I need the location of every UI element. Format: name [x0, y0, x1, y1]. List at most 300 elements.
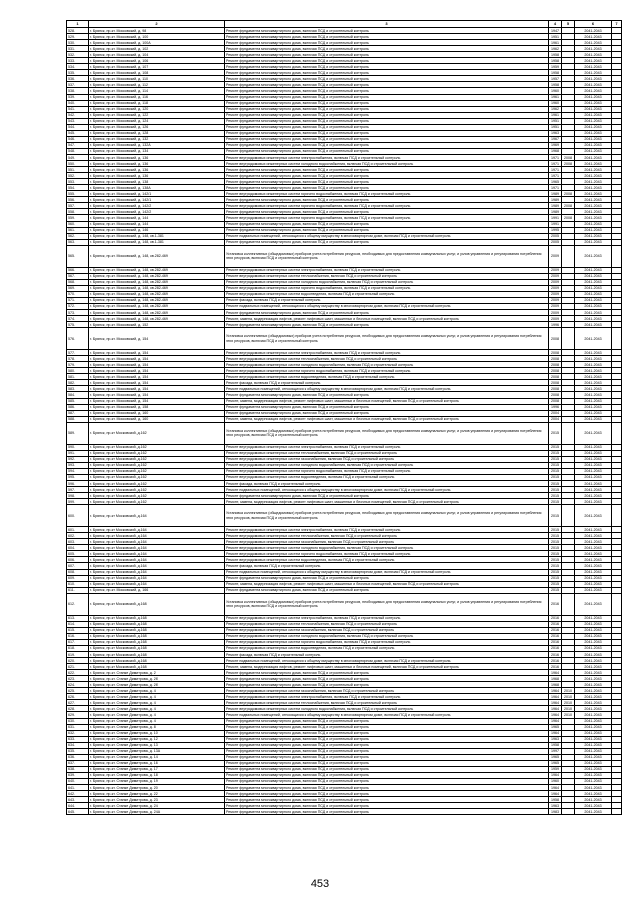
work-type-cell: Ремонт внутридомовых инженерных систем газоснабжения, включая ПСД и строительный контроль [225, 539, 549, 545]
work-type-cell: Ремонт фундамента многоквартирного дома, включая ПСД и строительный контроль [225, 142, 549, 148]
row-number-cell: 625. [67, 688, 89, 694]
work-type-cell: Ремонт фундамента многоквартирного дома, включая ПСД и строительный контроль [225, 46, 549, 52]
build-year-cell: 2009 [549, 279, 562, 285]
row-number-cell: 593. [67, 462, 89, 468]
work-type-cell: Ремонт фундамента многоквартирного дома, включая ПСД и строительный контроль [225, 167, 549, 173]
period-cell: 2041-2043 [575, 112, 612, 118]
build-year-cell: 2016 [549, 651, 562, 657]
work-type-cell: Ремонт подвальных помещений, относящихся к общему имуществу в многоквартирном доме, включая ПСД и строительный контроль [225, 487, 549, 493]
period-cell: 2041-2043 [575, 778, 612, 784]
address-cell: г. Брянск, пр-кт. Московский, д. 148, кв.282-469 [89, 273, 225, 279]
row-number-cell: 623. [67, 676, 89, 682]
row-number-cell: 627. [67, 700, 89, 706]
build-year-cell: 2008 [549, 392, 562, 398]
address-cell: г. Брянск, пр-кт Московский, д.162 [89, 493, 225, 499]
row-number-cell: 549. [67, 154, 89, 160]
period-cell: 2041-2043 [575, 297, 612, 303]
row-number-cell: 536. [67, 76, 89, 82]
extra-cell [612, 245, 622, 267]
work-type-cell: Ремонт фундамента многоквартирного дома, включая ПСД и строительный контроль [225, 106, 549, 112]
work-type-cell: Ремонт внутридомовых инженерных систем холодного водоснабжения, включая ПСД и строительный контроль [225, 706, 549, 712]
period-cell: 2041-2043 [575, 651, 612, 657]
row-number-cell: 537. [67, 82, 89, 88]
build-year-cell: 2016 [549, 627, 562, 633]
work-type-cell: Ремонт фундамента многоквартирного дома, включая ПСД и строительный контроль [225, 682, 549, 688]
row-number-cell: 594. [67, 468, 89, 474]
work-type-cell: Установка коллективных (общедомовых) приборов учета потребления ресурсов, необходимых для предоставления коммунальных услуг, и узлов управления и регулирования потребления этих ресурсов, включая ПСД и строительный контроль [225, 505, 549, 527]
period-cell: 2041-2043 [575, 748, 612, 754]
build-year-cell: 1964 [549, 706, 562, 712]
build-year-cell: 1989 [549, 191, 562, 197]
work-type-cell: Ремонт фундамента многоквартирного дома, включая ПСД и строительный контроль [225, 136, 549, 142]
build-year-cell: 2008 [549, 374, 562, 380]
address-cell: г. Брянск, пр-кт. Московский, д. 154 [89, 392, 225, 398]
build-year-cell: 2015 [549, 557, 562, 563]
build-year-cell: 1991 [549, 221, 562, 227]
work-type-cell: Ремонт фундамента многоквартирного дома, включая ПСД и строительный контроль [225, 94, 549, 100]
address-cell: г. Брянск, пр-кт. Московский, д. 104 [89, 52, 225, 58]
address-cell: г. Брянск, пр-кт Московский, д.168 [89, 627, 225, 633]
build-year-cell: 1971 [549, 154, 562, 160]
address-cell: г. Брянск, пр-кт Московский, д.168 [89, 633, 225, 639]
work-type-cell: Ремонт фундамента многоквартирного дома, включая ПСД и строительный контроль [225, 754, 549, 760]
period-cell: 2041-2043 [575, 791, 612, 797]
address-cell: г. Брянск, пр-кт Московский, д.162 [89, 422, 225, 444]
address-cell: г. Брянск, пр-кт Московский, д.164 [89, 551, 225, 557]
build-year-cell: 1989 [549, 197, 562, 203]
work-type-cell: Ремонт фундамента многоквартирного дома, включая ПСД и строительный контроль [225, 778, 549, 784]
row-number-cell: 584. [67, 392, 89, 398]
work-type-cell: Ремонт фундамента многоквартирного дома, включая ПСД и строительный контроль [225, 173, 549, 179]
period-cell: 2041-2043 [575, 191, 612, 197]
address-cell: г. Брянск, пр-кт Московский, д.164 [89, 569, 225, 575]
address-cell: г. Брянск, пр-кт. Московский, д. 148, кв.282-469 [89, 267, 225, 273]
build-year-cell: 2015 [549, 527, 562, 533]
build-year-cell: 2008 [549, 386, 562, 392]
period-cell: 2041-2043 [575, 203, 612, 209]
build-year-cell: 1965 [549, 724, 562, 730]
row-number-cell: 561. [67, 227, 89, 233]
period-cell: 2041-2043 [575, 754, 612, 760]
address-cell: г. Брянск, пр-кт. Станке Димитрова, д. 24 [89, 803, 225, 809]
address-cell: г. Брянск, пр-кт. Московский, д. 132А [89, 142, 225, 148]
period-cell: 2041-2043 [575, 279, 612, 285]
row-number-cell: 632. [67, 730, 89, 736]
build-year-cell: 2008 [549, 362, 562, 368]
work-type-cell: Ремонт внутридомовых инженерных систем газоснабжения, включая ПСД и строительный контроль [225, 688, 549, 694]
period-cell: 2041-2043 [575, 124, 612, 130]
period-cell: 2041-2043 [575, 34, 612, 40]
work-type-cell: Ремонт фундамента многоквартирного дома, включая ПСД и строительный контроль [225, 809, 549, 815]
period-cell: 2041-2043 [575, 368, 612, 374]
build-year-cell: 2008 [549, 380, 562, 386]
build-year-cell: 2015 [549, 533, 562, 539]
work-type-cell: Ремонт фундамента многоквартирного дома, включая ПСД и строительный контроль [225, 28, 549, 34]
row-number-cell: 620. [67, 658, 89, 664]
last-repair-year-cell [562, 422, 575, 444]
row-number-cell: 534. [67, 64, 89, 70]
row-number-cell: 542. [67, 112, 89, 118]
address-cell: г. Брянск, пр-кт. Станке Димитрова, д. 17 [89, 766, 225, 772]
address-cell: г. Брянск, пр-кт Московский, д.168 [89, 615, 225, 621]
period-cell: 2041-2043 [575, 167, 612, 173]
build-year-cell: 2005 [549, 233, 562, 239]
period-cell: 2041-2043 [575, 106, 612, 112]
period-cell: 2041-2043 [575, 173, 612, 179]
header-cell: 5 [562, 21, 575, 28]
period-cell: 2041-2043 [575, 474, 612, 480]
address-cell: г. Брянск, пр-кт. Московский, д. 154 [89, 386, 225, 392]
period-cell: 2041-2043 [575, 718, 612, 724]
row-number-cell: 562. [67, 233, 89, 239]
address-cell: г. Брянск, пр-кт Московский, д.164 [89, 533, 225, 539]
build-year-cell: 2004 [549, 416, 562, 422]
address-cell: г. Брянск, пр-кт Московский, д.162 [89, 444, 225, 450]
build-year-cell: 2009 [549, 303, 562, 309]
last-repair-year-cell: 2008 [562, 203, 575, 209]
build-year-cell: 1989 [549, 209, 562, 215]
build-year-cell: 2015 [549, 551, 562, 557]
address-cell: г. Брянск, пр-кт. Московский, д. 138А [89, 185, 225, 191]
build-year-cell: 2016 [549, 621, 562, 627]
row-number-cell: 637. [67, 760, 89, 766]
row-number-cell: 587. [67, 410, 89, 416]
build-year-cell: 1962 [549, 46, 562, 52]
work-type-cell: Ремонт подвальных помещений, относящихся к общему имуществу в многоквартирном доме, включая ПСД и строительный контроль [225, 233, 549, 239]
build-year-cell: 2009 [549, 297, 562, 303]
address-cell: г. Брянск, пр-кт Московский, д.162 [89, 499, 225, 505]
row-number-cell: 529. [67, 34, 89, 40]
build-year-cell: 1989 [549, 203, 562, 209]
address-cell: г. Брянск, пр-кт. Московский, д. 114 [89, 88, 225, 94]
address-cell: г. Брянск, пр-кт. Московский, д. 136 [89, 161, 225, 167]
work-type-cell: Ремонт фундамента многоквартирного дома, включая ПСД и строительный контроль [225, 209, 549, 215]
row-number-cell: 613. [67, 615, 89, 621]
address-cell: г. Брянск, пр-кт. Московский, д. 146 [89, 227, 225, 233]
row-number-cell: 643. [67, 797, 89, 803]
work-type-cell: Ремонт внутридомовых инженерных систем электроснабжения, включая ПСД и строительный контроль [225, 444, 549, 450]
build-year-cell: 1968 [549, 676, 562, 682]
work-type-cell: Ремонт внутридомовых инженерных систем горячего водоснабжения, включая ПСД и строительный контроль [225, 285, 549, 291]
work-type-cell: Ремонт внутридомовых инженерных систем горячего водоснабжения, включая ПСД и строительный контроль [225, 203, 549, 209]
row-number-cell: 602. [67, 533, 89, 539]
build-year-cell: 1971 [549, 167, 562, 173]
build-year-cell: 1965 [549, 179, 562, 185]
header-cell: 4 [549, 21, 562, 28]
work-type-cell: Ремонт, замена, модернизация лифтов, ремонт лифтовых шахт, машинных и блочных помещений, включая ПСД и строительный контроль [225, 416, 549, 422]
extra-cell [612, 328, 622, 350]
period-cell: 2041-2043 [575, 40, 612, 46]
period-cell: 2041-2043 [575, 450, 612, 456]
build-year-cell: 2016 [549, 633, 562, 639]
row-number-cell: 603. [67, 539, 89, 545]
build-year-cell: 1965 [549, 754, 562, 760]
period-cell: 2041-2043 [575, 688, 612, 694]
build-year-cell: 2008 [549, 356, 562, 362]
work-type-cell: Ремонт внутридомовых инженерных систем горячего водоснабжения, включая ПСД и строительный контроль [225, 368, 549, 374]
period-cell: 2041-2043 [575, 362, 612, 368]
address-cell: г. Брянск, пр-кт. Московский, д. 154 [89, 368, 225, 374]
row-number-cell: 636. [67, 754, 89, 760]
table-row [67, 809, 622, 815]
row-number-cell: 595. [67, 474, 89, 480]
period-cell: 2041-2043 [575, 557, 612, 563]
period-cell: 2041-2043 [575, 416, 612, 422]
work-type-cell: Ремонт фасада, включая ПСД и строительный контроль [225, 481, 549, 487]
period-cell: 2041-2043 [575, 615, 612, 621]
period-cell: 2041-2043 [575, 581, 612, 587]
build-year-cell: 2008 [549, 368, 562, 374]
row-number-cell: 639. [67, 772, 89, 778]
build-year-cell: 1959 [549, 766, 562, 772]
table-header-row [67, 21, 622, 28]
row-number-cell: 570. [67, 291, 89, 297]
work-type-cell: Ремонт внутридомовых инженерных систем холодного водоснабжения, включая ПСД и строительный контроль [225, 161, 549, 167]
work-type-cell: Ремонт фундамента многоквартирного дома, включая ПСД и строительный контроль [225, 148, 549, 154]
address-cell: г. Брянск, пр-кт. Московский, д. 148, кв.282-469 [89, 310, 225, 316]
row-number-cell: 614. [67, 621, 89, 627]
work-type-cell: Ремонт внутридомовых инженерных систем теплоснабжения, включая ПСД и строительный контроль [225, 533, 549, 539]
address-cell: г. Брянск, пр-кт Московский, д.168 [89, 651, 225, 657]
work-type-cell: Ремонт внутридомовых инженерных систем электроснабжения, включая ПСД и строительный контроль [225, 694, 549, 700]
row-number-cell: 641. [67, 785, 89, 791]
row-number-cell: 547. [67, 142, 89, 148]
row-number-cell: 554. [67, 185, 89, 191]
work-type-cell: Ремонт фундамента многоквартирного дома, включая ПСД и строительный контроль [225, 112, 549, 118]
work-type-cell: Ремонт внутридомовых инженерных систем горячего водоснабжения, включая ПСД и строительный контроль [225, 468, 549, 474]
build-year-cell: 1967 [549, 136, 562, 142]
period-cell: 2041-2043 [575, 398, 612, 404]
work-type-cell: Ремонт внутридомовых инженерных систем горячего водоснабжения, включая ПСД и строительный контроль [225, 551, 549, 557]
row-number-cell: 550. [67, 161, 89, 167]
last-repair-year-cell: 2008 [562, 191, 575, 197]
work-type-cell: Ремонт фундамента многоквартирного дома, включая ПСД и строительный контроль [225, 40, 549, 46]
repair-schedule-table [66, 20, 622, 815]
address-cell: г. Брянск, пр-кт. Станке Димитрова, д. 16 [89, 760, 225, 766]
period-cell: 2041-2043 [575, 621, 612, 627]
period-cell: 2041-2043 [575, 386, 612, 392]
row-number-cell: 533. [67, 58, 89, 64]
address-cell: г. Брянск, пр-кт. Станке Димитрова, д. 14 [89, 754, 225, 760]
period-cell: 2041-2043 [575, 316, 612, 322]
address-cell: г. Брянск, пр-кт. Станке Димитрова, д. 24А [89, 809, 225, 815]
period-cell: 2041-2043 [575, 350, 612, 356]
address-cell: г. Брянск, пр-кт. Московский, д. 144 [89, 215, 225, 221]
work-type-cell: Ремонт фундамента многоквартирного дома, включая ПСД и строительный контроль [225, 185, 549, 191]
row-number-cell: 586. [67, 404, 89, 410]
work-type-cell: Установка коллективных (общедомовых) приборов учета потребления ресурсов, необходимых для предоставления коммунальных услуг, и узлов управления и регулирования потребления этих ресурсов, включая ПСД и строительный контроль [225, 328, 549, 350]
address-cell: г. Брянск, пр-кт. Московский, д. 154 [89, 374, 225, 380]
work-type-cell: Ремонт фундамента многоквартирного дома, включая ПСД и строительный контроль [225, 227, 549, 233]
row-number-cell: 548. [67, 148, 89, 154]
period-cell: 2041-2043 [575, 374, 612, 380]
period-cell: 2041-2043 [575, 539, 612, 545]
row-number-cell: 530. [67, 40, 89, 46]
period-cell: 2041-2043 [575, 215, 612, 221]
period-cell: 2041-2043 [575, 627, 612, 633]
address-cell: г. Брянск, пр-кт. Московский, д. 154 [89, 356, 225, 362]
last-repair-year-cell: 2010 [562, 694, 575, 700]
work-type-cell: Ремонт внутридомовых инженерных систем холодного водоснабжения, включая ПСД и строительный контроль [225, 462, 549, 468]
period-cell: 2041-2043 [575, 233, 612, 239]
address-cell: г. Брянск, пр-кт. Станке Димитрова, д. 4 [89, 706, 225, 712]
address-cell: г. Брянск, пр-кт Московский, д.162 [89, 462, 225, 468]
build-year-cell: 1961 [549, 94, 562, 100]
period-cell: 2041-2043 [575, 303, 612, 309]
build-year-cell: 2016 [549, 593, 562, 615]
work-type-cell: Ремонт внутридомовых инженерных систем холодного водоснабжения, включая ПСД и строительный контроль [225, 362, 549, 368]
table-body [67, 28, 622, 815]
period-cell: 2041-2043 [575, 392, 612, 398]
work-type-cell: Ремонт внутридомовых инженерных систем холодного водоснабжения, включая ПСД и строительный контроль [225, 279, 549, 285]
build-year-cell: 2015 [549, 581, 562, 587]
work-type-cell: Ремонт фундамента многоквартирного дома, включая ПСД и строительный контроль [225, 760, 549, 766]
build-year-cell: 1965 [549, 760, 562, 766]
address-cell: г. Брянск, пр-кт. Станке Димитрова, д. 10 [89, 730, 225, 736]
period-cell: 2041-2043 [575, 545, 612, 551]
address-cell: г. Брянск, пр-кт. Московский, д. 144 [89, 221, 225, 227]
build-year-cell: 2015 [549, 563, 562, 569]
last-repair-year-cell: 2008 [562, 154, 575, 160]
last-repair-year-cell [562, 328, 575, 350]
work-type-cell: Ремонт внутридомовых инженерных систем теплоснабжения, включая ПСД и строительный контроль [225, 621, 549, 627]
row-number-cell: 552. [67, 173, 89, 179]
work-type-cell: Ремонт фундамента многоквартирного дома, включая ПСД и строительный контроль [225, 34, 549, 40]
address-cell: г. Брянск, пр-кт. Московский, д. 138 [89, 179, 225, 185]
address-cell: г. Брянск, пр-кт Московский, д.168 [89, 664, 225, 670]
work-type-cell: Ремонт подвальных помещений, относящихся к общему имуществу в многоквартирном доме, включая ПСД и строительный контроль [225, 658, 549, 664]
period-cell: 2041-2043 [575, 76, 612, 82]
row-number-cell: 563. [67, 239, 89, 245]
period-cell: 2041-2043 [575, 209, 612, 215]
address-cell: г. Брянск, пр-кт. Московский, д. 116 [89, 94, 225, 100]
table-row [67, 505, 622, 527]
work-type-cell: Ремонт внутридомовых инженерных систем горячего водоснабжения, включая ПСД и строительный контроль [225, 215, 549, 221]
work-type-cell: Ремонт внутридомовых инженерных систем электроснабжения, включая ПСД и строительный контроль [225, 615, 549, 621]
work-type-cell: Установка коллективных (общедомовых) приборов учета потребления ресурсов, необходимых для предоставления коммунальных услуг, и узлов управления и регулирования потребления этих ресурсов, включая ПСД и строительный контроль [225, 245, 549, 267]
work-type-cell: Ремонт фундамента многоквартирного дома, включая ПСД и строительный контроль [225, 766, 549, 772]
work-type-cell: Ремонт внутридомовых инженерных систем холодного водоснабжения, включая ПСД и строительный контроль [225, 633, 549, 639]
work-type-cell: Ремонт внутридомовых инженерных систем водоотведения, включая ПСД и строительный контроль [225, 291, 549, 297]
build-year-cell: 1964 [549, 718, 562, 724]
build-year-cell: 1951 [549, 34, 562, 40]
row-number-cell: 618. [67, 645, 89, 651]
row-number-cell: 645. [67, 809, 89, 815]
build-year-cell: 1957 [549, 76, 562, 82]
build-year-cell: 1964 [549, 712, 562, 718]
row-number-cell: 575. [67, 322, 89, 328]
build-year-cell: 1964 [549, 694, 562, 700]
address-cell: г. Брянск, пр-кт Московский, д.168 [89, 639, 225, 645]
address-cell: г. Брянск, пр-кт. Московский, д. 108 [89, 70, 225, 76]
table-row [67, 593, 622, 615]
period-cell: 2041-2043 [575, 670, 612, 676]
address-cell: г. Брянск, пр-кт. Московский, д. 112 [89, 82, 225, 88]
work-type-cell: Ремонт фундамента многоквартирного дома, включая ПСД и строительный контроль [225, 70, 549, 76]
row-number-cell: 579. [67, 362, 89, 368]
address-cell: г. Брянск, пр-кт Московский, д.168 [89, 621, 225, 627]
row-number-cell: 605. [67, 551, 89, 557]
address-cell: г. Брянск, пр-кт. Московский, д. 100 [89, 34, 225, 40]
table-row [67, 245, 622, 267]
build-year-cell: 1951 [549, 118, 562, 124]
period-cell: 2041-2043 [575, 404, 612, 410]
work-type-cell: Ремонт фундамента многоквартирного дома, включая ПСД и строительный контроль [225, 88, 549, 94]
row-number-cell: 600. [67, 505, 89, 527]
period-cell: 2041-2043 [575, 410, 612, 416]
last-repair-year-cell: 2008 [562, 161, 575, 167]
address-cell: г. Брянск, пр-кт. Московский, д. 148, кв.282-469 [89, 285, 225, 291]
build-year-cell: 1964 [549, 772, 562, 778]
build-year-cell: 2015 [549, 569, 562, 575]
work-type-cell: Ремонт фасада, включая ПСД и строительный контроль [225, 651, 549, 657]
address-cell: г. Брянск, пр-кт. Станке Димитрова, д. 13А [89, 748, 225, 754]
extra-cell [612, 593, 622, 615]
work-type-cell: Ремонт фундамента многоквартирного дома, включая ПСД и строительный контроль [225, 670, 549, 676]
row-number-cell: 624. [67, 682, 89, 688]
address-cell: г. Брянск, пр-кт. Московский, д. 100А [89, 40, 225, 46]
period-cell: 2041-2043 [575, 645, 612, 651]
build-year-cell: 1961 [549, 112, 562, 118]
work-type-cell: Ремонт фундамента многоквартирного дома, включая ПСД и строительный контроль [225, 100, 549, 106]
address-cell: г. Брянск, пр-кт. Московский, д. 148, кв.282-469 [89, 245, 225, 267]
period-cell: 2041-2043 [575, 285, 612, 291]
row-number-cell: 644. [67, 803, 89, 809]
period-cell: 2041-2043 [575, 730, 612, 736]
build-year-cell: 1995 [549, 227, 562, 233]
work-type-cell: Ремонт фундамента многоквартирного дома, включая ПСД и строительный контроль [225, 748, 549, 754]
period-cell: 2041-2043 [575, 58, 612, 64]
row-number-cell: 566. [67, 267, 89, 273]
period-cell: 2041-2043 [575, 273, 612, 279]
row-number-cell: 610. [67, 581, 89, 587]
address-cell: г. Брянск, пр-кт. Московский, д. 154 [89, 380, 225, 386]
build-year-cell: 2015 [549, 575, 562, 581]
period-cell: 2041-2043 [575, 136, 612, 142]
extra-cell [612, 505, 622, 527]
address-cell: г. Брянск, пр-кт. Станке Димитрова, д. 20 [89, 785, 225, 791]
row-number-cell: 572. [67, 303, 89, 309]
period-cell: 2041-2043 [575, 587, 612, 593]
build-year-cell: 1958 [549, 70, 562, 76]
build-year-cell: 2016 [549, 639, 562, 645]
work-type-cell: Ремонт внутридомовых инженерных систем горячего водоснабжения, включая ПСД и строительный контроль [225, 191, 549, 197]
last-repair-year-cell: 2010 [562, 712, 575, 718]
period-cell: 2041-2043 [575, 52, 612, 58]
row-number-cell: 634. [67, 742, 89, 748]
row-number-cell: 604. [67, 545, 89, 551]
work-type-cell: Ремонт внутридомовых инженерных систем электроснабжения, включая ПСД и строительный контроль [225, 154, 549, 160]
address-cell: г. Брянск, пр-кт. Московский, д. 126 [89, 124, 225, 130]
header-cell: 3 [225, 21, 549, 28]
build-year-cell: 2008 [549, 398, 562, 404]
build-year-cell: 2015 [549, 456, 562, 462]
work-type-cell: Ремонт фундамента многоквартирного дома, включая ПСД и строительный контроль [225, 124, 549, 130]
row-number-cell: 635. [67, 748, 89, 754]
work-type-cell: Ремонт фундамента многоквартирного дома, включая ПСД и строительный контроль [225, 791, 549, 797]
address-cell: г. Брянск, пр-кт Московский, д.164 [89, 575, 225, 581]
header-cell: 6 [575, 21, 612, 28]
address-cell: г. Брянск, пр-кт. Московский, д. 102 [89, 46, 225, 52]
build-year-cell: 2004 [549, 410, 562, 416]
extra-cell [612, 422, 622, 444]
extra-cell [612, 809, 622, 815]
work-type-cell: Ремонт фундамента многоквартирного дома, включая ПСД и строительный контроль [225, 322, 549, 328]
build-year-cell: 1964 [549, 785, 562, 791]
address-cell: г. Брянск, пр-кт. Московский, д. 134 [89, 148, 225, 154]
build-year-cell: 2015 [549, 444, 562, 450]
period-cell: 2041-2043 [575, 527, 612, 533]
